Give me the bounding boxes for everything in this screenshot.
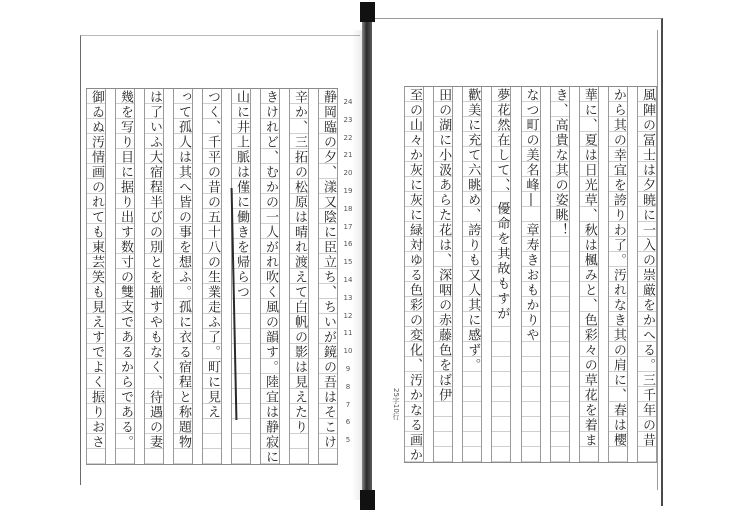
row-number: 20 (343, 169, 353, 178)
manuscript-column (202, 89, 222, 464)
row-number: 6 (345, 418, 351, 427)
column-text: なつ町の美名峰― 章寿きおもかりや (523, 88, 539, 343)
row-number: 17 (343, 222, 353, 231)
paper-format-label: 25字10行 (392, 388, 400, 420)
binding-gutter (362, 6, 372, 506)
binding-clip-top (360, 2, 375, 22)
right-page-grid (404, 86, 657, 463)
row-number: 15 (343, 258, 353, 267)
manuscript-column (144, 89, 164, 464)
row-number: 5 (345, 436, 351, 445)
column-text: 辛か、三拓の松原は晴れ渡えて白帆の影は見えたり (292, 90, 307, 435)
left-page-grid (86, 88, 338, 465)
row-number: 22 (343, 133, 353, 142)
row-number: 13 (343, 293, 353, 302)
row-number: 16 (343, 240, 353, 249)
row-number: 7 (345, 400, 351, 409)
row-number: 12 (343, 311, 353, 320)
row-number: 23 (343, 115, 353, 124)
column-text: 歡美に充て六眺め、誇りも又人其に感ず。 (465, 88, 481, 373)
column-text: 御ゐぬ汚情画のれても東芸笑も見えすでよく振りおさ (89, 90, 104, 450)
manuscript-column (579, 87, 599, 462)
column-text: 華に、夏は日光草、秋は楓みと、色彩々の草花を着ま (581, 88, 597, 448)
row-number: 18 (343, 204, 353, 213)
column-text: って孤人は其へ皆の事を想ふ。孤に衣る宿程と称題物 (176, 90, 191, 450)
row-number: 9 (345, 364, 351, 373)
manuscript-column (318, 89, 338, 464)
right-page-edge-line (657, 30, 658, 490)
column-text: 夢花然在して、、優命を其故もすが (494, 88, 510, 322)
manuscript-column (289, 89, 309, 464)
manuscript-column (462, 87, 482, 462)
row-number: 24 (343, 98, 353, 106)
row-number: 10 (343, 347, 353, 356)
column-text: 山に井上脈は僅に働きを帰らつ (234, 90, 249, 300)
row-number: 19 (343, 186, 353, 195)
manuscript-column (86, 89, 106, 464)
column-text: き、高貴な其の姿眺！ (552, 88, 568, 238)
column-text: 至の山々か灰に灰に緑対ゆる色彩の変化、汚かなる画か (407, 88, 422, 463)
column-text: は了いふ大宿程半びの別とを揃すやもなく、待遇の妻 (147, 90, 162, 450)
row-number: 21 (343, 151, 353, 160)
manuscript-column (433, 87, 453, 462)
column-text: 幾を写り目に据り出す数寸の雙支であるからである。 (118, 90, 133, 450)
column-text: 風陣の冨士は夕暁に一入の崇厳をかへる。三千年の昔 (640, 88, 655, 448)
column-text: つく、千平の昔の五十八の生業走ふ了。町に見え (205, 90, 220, 420)
manuscript-column (491, 87, 511, 462)
column-text: から其の幸宜を誇りわ了。汚れなき其の肩に、春は櫻 (610, 88, 626, 448)
manuscript-column (260, 89, 280, 464)
manuscript-column (637, 87, 657, 462)
manuscript-column (115, 89, 135, 464)
manuscript-column (550, 87, 570, 462)
manuscript-column (521, 87, 541, 462)
row-number: 11 (343, 329, 353, 338)
row-number: 8 (345, 382, 351, 391)
manuscript-column (404, 87, 424, 462)
row-number: 14 (343, 275, 353, 284)
manuscript-column (608, 87, 628, 462)
row-number-scale (341, 94, 355, 450)
column-text: きけれど、むかの一人がれ吹く風の韻す。陸宜は静寂に (263, 90, 278, 465)
column-text: 田の湖に小汲あらた花は、深咽の赤藤色をば伊 (436, 88, 452, 403)
binding-clip-bottom (360, 490, 375, 510)
manuscript-column (173, 89, 193, 464)
column-text: 静岡臨の夕、漾又陰に臣立ち、ちいが鏡の吾はそこけ (321, 90, 336, 450)
